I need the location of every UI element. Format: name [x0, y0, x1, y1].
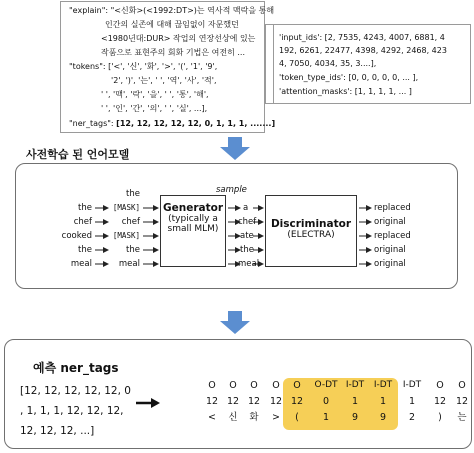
predicted-id: 12 [226, 396, 240, 407]
source-char: ) [438, 412, 442, 423]
ner-tags-label: "ner_tags": [69, 119, 117, 128]
explain-line-3: <1980년대:DUR> 작업의 연장선상에 있는 [101, 34, 256, 43]
predicted-id: 12 [455, 396, 469, 407]
masked-token: the [126, 189, 140, 199]
predicted-tag: O [458, 380, 466, 391]
source-char: 신 [228, 412, 238, 423]
sample-label: sample [216, 185, 247, 195]
predicted-id: 0 [322, 396, 330, 407]
predicted-id: 1 [351, 396, 359, 407]
masked-token: the [126, 245, 140, 255]
input-token: the [78, 203, 92, 213]
model-panel-title: 사전학습 된 언어모델 [26, 148, 130, 161]
predicted-id: 12 [290, 396, 304, 407]
explain-line-2: 인간의 실존에 대해 끊임없이 자문했던 [105, 20, 239, 29]
tokens-line-3: ' ', '맥', '락', '을', ' ', '통', '해', [101, 90, 209, 99]
generator-sub: (typically a [168, 214, 218, 224]
discriminator-output: original [374, 259, 406, 269]
predicted-tag: O [229, 380, 237, 391]
masked-token: chef [121, 217, 140, 227]
discriminator-output: replaced [374, 203, 411, 213]
source-char: 2 [408, 412, 416, 423]
tokens-line-2: '2', ')', '는', ' ', '역', '사', '적', [111, 76, 217, 85]
predicted-id: 1 [408, 396, 416, 407]
predicted-id: 12 [433, 396, 447, 407]
predicted-tag: I-DT [345, 380, 365, 390]
generator-name: Generator [162, 202, 223, 214]
tokens-line-4: ' ', '인', '간', '의', ' ', '실', ...], [101, 104, 208, 113]
sampled-token: meal [238, 259, 260, 269]
explain-line-1: "explain": "<신화>(<1992:DT>)는 역사적 맥락을 통해 [69, 6, 275, 15]
sampled-token: a [243, 203, 249, 213]
predicted-tag: O [272, 380, 280, 391]
discriminator-output: replaced [374, 231, 411, 241]
input-token: cooked [61, 231, 92, 241]
predicted-sequence-line: [12, 12, 12, 12, 12, 0 [20, 385, 131, 397]
sampled-token: ate [240, 231, 254, 241]
discriminator-name: Discriminator [270, 218, 352, 230]
token-type-ids-line: 'token_type_ids': [0, 0, 0, 0, 0, ... ], [279, 73, 419, 82]
prediction-title: 예측 ner_tags [33, 361, 119, 375]
input-token: the [78, 245, 92, 255]
masked-token: [MASK] [112, 231, 140, 240]
source-char: 9 [351, 412, 359, 423]
predicted-sequence-line: , 1, 1, 1, 12, 12, 12, [20, 405, 124, 417]
source-char: > [272, 412, 280, 423]
discriminator-sub: (ELECTRA) [287, 230, 335, 240]
source-char: 1 [322, 412, 330, 423]
masked-token: meal [118, 259, 140, 269]
predicted-id: 1 [379, 396, 387, 407]
predicted-tag: I-DT [402, 380, 422, 390]
predicted-tag: I-DT [373, 380, 393, 390]
source-char: 는 [457, 412, 467, 423]
discriminator-output: original [374, 245, 406, 255]
predicted-id: 12 [269, 396, 283, 407]
right-arrow-icon [135, 397, 161, 409]
input-ids-line-1: 'input_ids': [2, 7535, 4243, 4007, 6881, 4 [279, 33, 445, 42]
source-char: 9 [379, 412, 387, 423]
input-ids-line-2: 192, 6261, 22477, 4398, 4292, 2468, 423 [279, 46, 447, 55]
predicted-tag: O [436, 380, 444, 391]
sampled-token: the [240, 245, 254, 255]
attention-masks-line: 'attention_masks': [1, 1, 1, 1, ... ] [279, 87, 412, 96]
input-token: chef [73, 217, 92, 227]
predicted-tag: O [208, 380, 216, 391]
source-char: < [208, 412, 216, 423]
predicted-tag: O [250, 380, 258, 391]
generator-sub: small MLM) [167, 224, 219, 234]
tokens-line-1: "tokens": ['<', '신', '화', '>', '(', '1', '9', [69, 62, 218, 71]
predicted-sequence-line: 12, 12, 12, ...] [20, 425, 95, 437]
masked-token: [MASK] [112, 203, 140, 212]
predicted-id: 12 [205, 396, 219, 407]
down-arrow-icon [219, 311, 251, 335]
explain-line-4: 작품으로 표현주의 회화 기법은 여전히 ... [101, 48, 245, 57]
discriminator-box [265, 195, 357, 267]
predicted-tag: O-DT [314, 380, 338, 390]
discriminator-output: original [374, 217, 406, 227]
sampled-token: chef [238, 217, 257, 227]
input-token: meal [70, 259, 92, 269]
generator-box [160, 195, 226, 267]
predicted-id: 12 [247, 396, 261, 407]
ner-tags-values: [12, 12, 12, 12, 12, 0, 1, 1, 1, .......] [116, 119, 276, 128]
source-char: ( [295, 412, 299, 423]
source-char: 화 [249, 412, 259, 423]
predicted-tag: O [293, 380, 301, 391]
input-ids-line-3: 4, 7050, 4034, 35, 3....], [279, 59, 377, 68]
